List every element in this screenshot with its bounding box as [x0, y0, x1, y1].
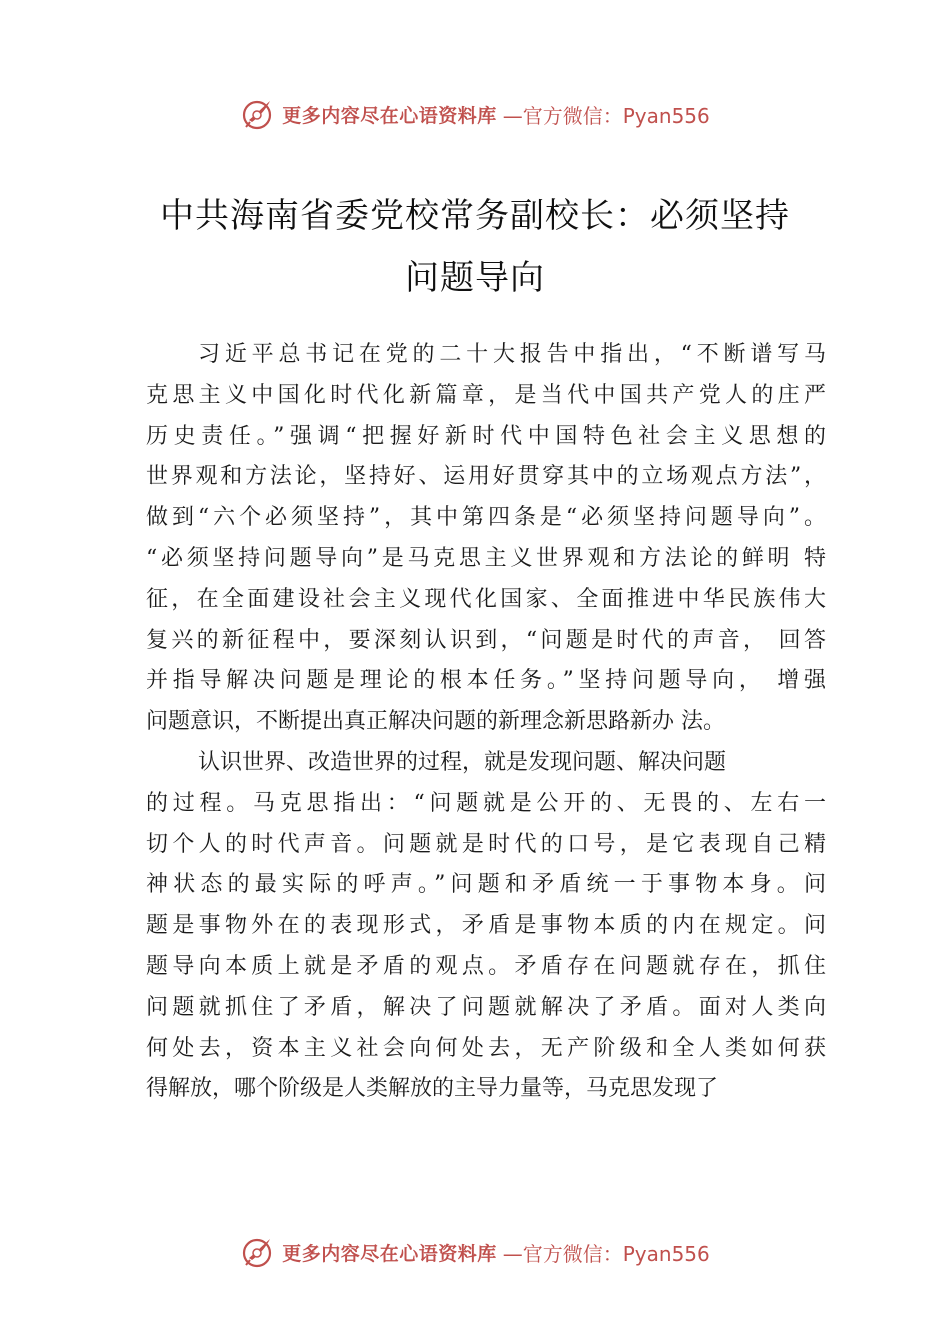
body-line: 复兴的新征程中，要深刻认识到，“问题是时代的声音， 回答 — [146, 627, 826, 653]
banner-brand-text: 更多内容尽在心语资料库 — [282, 104, 497, 127]
body-line: 切个人的时代声音。问题就是时代的口号，是它表现自己精 — [146, 831, 826, 857]
body-line: 认识世界、改造世界的过程，就是发现问题、解决问题 — [198, 749, 727, 775]
document-title-line-2: 问题导向 — [405, 258, 545, 298]
body-line: 并指导解决问题是理论的根本任务。”坚持问题导向， 增强 — [146, 668, 826, 694]
body-line: 题导向本质上就是矛盾的观点。矛盾存在问题就存在，抓住 — [146, 953, 826, 979]
body-line: 历史责任。”强调“把握好新时代中国特色社会主义思想的 — [146, 423, 826, 449]
body-line: 征，在全面建设社会主义现代化国家、全面推进中华民族伟大 — [146, 586, 826, 612]
document-title-line-1: 中共海南省委党校常务副校长：必须坚持 — [160, 196, 790, 236]
header-banner — [0, 94, 950, 134]
quill-logo-icon — [240, 1234, 276, 1270]
body-line: 做到“六个必须坚持”，其中第四条是“必须坚持问题导向”。 — [146, 505, 826, 531]
body-line: 何处去，资本主义社会向何处去，无产阶级和全人类如何获 — [146, 1035, 826, 1061]
banner-wechat-text: —官方微信：Pyan556 — [502, 1241, 710, 1266]
body-line: 题是事物外在的表现形式，矛盾是事物本质的内在规定。问 — [146, 913, 826, 939]
banner-wechat-text: —官方微信：Pyan556 — [502, 103, 710, 128]
body-line: 习近平总书记在党的二十大报告中指出，“不断谱写马 — [198, 342, 826, 367]
footer-banner — [0, 1232, 950, 1272]
body-line: 问题意识，不断提出真正解决问题的新理念新思路新办 法。 — [146, 709, 725, 735]
body-line: 的过程。马克思指出：“问题就是公开的、无畏的、左右一 — [146, 790, 826, 816]
body-line: 得解放，哪个阶级是人类解放的主导力量等，马克思发现了 — [146, 1076, 719, 1102]
body-line: 问题就抓住了矛盾，解决了问题就解决了矛盾。面对人类向 — [146, 994, 826, 1020]
body-line: 克思主义中国化时代化新篇章，是当代中国共产党人的庄严 — [146, 382, 826, 408]
document-body — [146, 335, 826, 1110]
body-line: 世界观和方法论，坚持好、运用好贯穿其中的立场观点方法”， — [146, 464, 826, 490]
body-line: “必须坚持问题导向”是马克思主义世界观和方法论的鲜明 特 — [146, 545, 826, 571]
quill-logo-icon — [240, 96, 276, 132]
body-line: 神状态的最实际的呼声。”问题和矛盾统一于事物本身。问 — [146, 872, 826, 898]
banner-brand-text: 更多内容尽在心语资料库 — [282, 1242, 497, 1265]
